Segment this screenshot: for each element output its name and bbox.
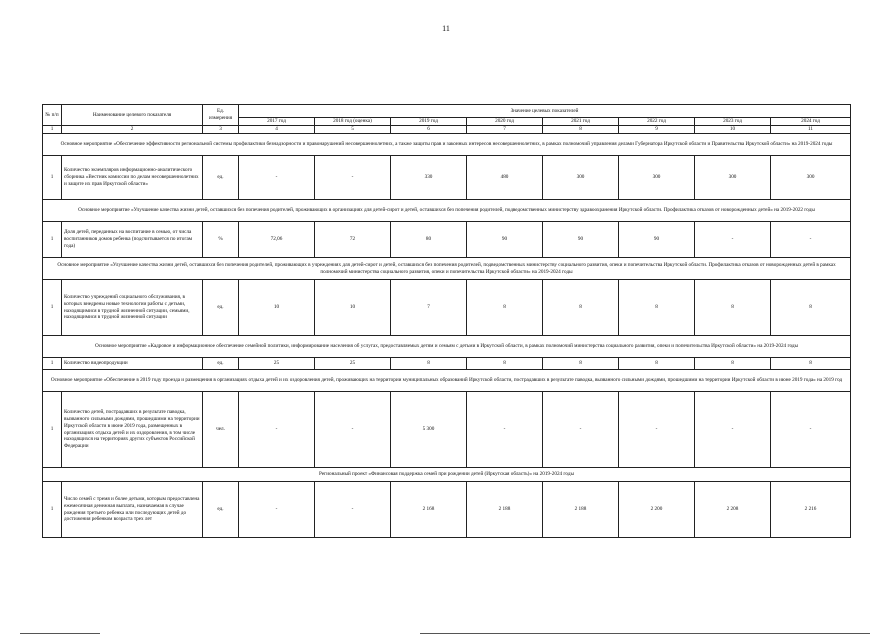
header-year: 2017 год	[239, 118, 315, 126]
value-cell: 2 188	[543, 482, 619, 538]
section-row	[43, 336, 851, 358]
value-cell: 8	[467, 280, 543, 336]
value-cell: 90	[467, 222, 543, 258]
column-number: 6	[391, 126, 467, 134]
row-num: 1	[43, 222, 62, 258]
value-cell: 8	[543, 280, 619, 336]
unit-cell: чел.	[203, 392, 239, 468]
column-number: 2	[62, 126, 203, 134]
value-cell: -	[315, 392, 391, 468]
value-cell: -	[619, 392, 695, 468]
table-row	[43, 482, 851, 538]
scan-edge-mark	[20, 633, 100, 634]
table-row	[43, 156, 851, 200]
indicator-name: Количество учреждений социального обслуживания, в которых внедрены новые технологии работы с детьми, находящимися в трудной жизненной ситуации, семьями, находящимися в трудной жизненной ситуации	[62, 280, 203, 336]
target-indicators-table	[42, 104, 851, 538]
row-num: 1	[43, 392, 62, 468]
value-cell: 7	[391, 280, 467, 336]
row-num: 1	[43, 358, 62, 370]
value-cell: 10	[239, 280, 315, 336]
value-cell: 480	[467, 156, 543, 200]
header-unit: Ед. измерения	[203, 105, 239, 126]
page-number: 11	[442, 24, 450, 33]
value-cell: 90	[543, 222, 619, 258]
value-cell: 300	[771, 156, 851, 200]
section-title: Основное мероприятие «Улучшение качества жизни детей, оставшихся без попечения родителей, проживающих в организациях для детей-сирот и детей, оставшихся без попечения родителей, подведомственных министерству здравоохранения Иркутской области. Профилактика отказов от новорожденных детей» на 2019-2022 годы	[43, 200, 851, 222]
value-cell: 300	[619, 156, 695, 200]
column-number: 5	[315, 126, 391, 134]
header-year: 2018 год (оценка)	[315, 118, 391, 126]
value-cell: 300	[695, 156, 771, 200]
value-cell: 5 300	[391, 392, 467, 468]
value-cell: -	[695, 222, 771, 258]
column-number: 7	[467, 126, 543, 134]
column-number: 8	[543, 126, 619, 134]
value-cell: 8	[695, 280, 771, 336]
indicator-name: Количество видеопродукции	[62, 358, 203, 370]
indicator-name: Доля детей, переданных на воспитание в семью, от числа воспитанников домов ребенка (подсчитывается по итогам года)	[62, 222, 203, 258]
section-title: Основное мероприятие «Кадровое и информационное обеспечение семейной политики, информирование населения об услугах, предоставляемых детям и семьям с детьми в Иркутской области, в рамках полномочий министерства социального развития, опеки и попечительства Иркутской области» на 2019-2024 годы	[43, 336, 851, 358]
value-cell: -	[771, 222, 851, 258]
indicator-name: Количество экземпляров информационно-аналитического сборника «Вестник комиссии по делам несовершеннолетних и защите их прав Иркутской области»	[62, 156, 203, 200]
section-row	[43, 258, 851, 280]
indicator-name: Количество детей, пострадавших в результате паводка, вызванного сильными дождями, прошедшими на территории Иркутской области в июне 2019 года, размещенных в организациях отдыха детей и их оздоровления, в том числе находящихся на территориях других субъектов Российской Федерации	[62, 392, 203, 468]
row-num: 1	[43, 482, 62, 538]
value-cell: 72	[315, 222, 391, 258]
value-cell: 8	[543, 358, 619, 370]
value-cell: 8	[391, 358, 467, 370]
section-title: Основное мероприятие «Улучшение качества жизни детей, оставшихся без попечения родителей, проживающих в учреждениях для детей-сирот и детей, оставшихся без попечения родителей, подведомственных министерству социального развития, опеки и попечительства Иркутской области. Профилактика отказов от новорожденных детей в рамках полномочий министерства социального развития, опеки и попечительства Иркутской области» на 2019-2024 годы	[43, 258, 851, 280]
table-row	[43, 222, 851, 258]
value-cell: -	[239, 392, 315, 468]
unit-cell: %	[203, 222, 239, 258]
value-cell: 300	[543, 156, 619, 200]
column-number: 11	[771, 126, 851, 134]
header-values-title: Значение целевых показателей	[239, 105, 851, 118]
column-number: 10	[695, 126, 771, 134]
column-number: 4	[239, 126, 315, 134]
unit-cell: ед.	[203, 482, 239, 538]
value-cell: 90	[619, 222, 695, 258]
unit-cell: ед.	[203, 358, 239, 370]
value-cell: 25	[239, 358, 315, 370]
column-number: 9	[619, 126, 695, 134]
section-title: Основное мероприятие «Обеспечение эффективности региональной системы профилактики безнадзорности и правонарушений несовершеннолетних, а также защиты прав и законных интересов несовершеннолетних, в рамках полномочий управления делами Губернатора Иркутской области и Правительства Иркутской области» на 2019-2024 годы	[43, 134, 851, 156]
section-row	[43, 200, 851, 222]
scan-edge-mark	[420, 633, 870, 634]
value-cell: 2 208	[695, 482, 771, 538]
table-row	[43, 358, 851, 370]
column-number: 3	[203, 126, 239, 134]
column-number: 1	[43, 126, 62, 134]
value-cell: 2 216	[771, 482, 851, 538]
header-year: 2020 год	[467, 118, 543, 126]
row-num: 1	[43, 156, 62, 200]
unit-cell: ед.	[203, 280, 239, 336]
value-cell: 8	[771, 280, 851, 336]
value-cell: 8	[771, 358, 851, 370]
value-cell: 80	[391, 222, 467, 258]
header-row	[43, 105, 851, 118]
section-row	[43, 370, 851, 392]
value-cell: 10	[315, 280, 391, 336]
value-cell: 8	[619, 358, 695, 370]
value-cell: -	[467, 392, 543, 468]
value-cell: -	[695, 392, 771, 468]
table-row	[43, 392, 851, 468]
unit-cell: ед.	[203, 156, 239, 200]
section-title: Основное мероприятие «Обеспечение в 2019 году проезда и размещения в организациях отдыха детей и их оздоровления детей, проживающих на территории муниципальных образований Иркутской области, пострадавших в результате паводка, вызванного сильными дождями, прошедшими на территории Иркутской области в июне 2019 года» на 2019 год	[43, 370, 851, 392]
row-num: 1	[43, 280, 62, 336]
value-cell: 25	[315, 358, 391, 370]
value-cell: 330	[391, 156, 467, 200]
section-row	[43, 468, 851, 482]
header-year: 2022 год	[619, 118, 695, 126]
column-numbers-row	[43, 126, 851, 134]
value-cell: 72,06	[239, 222, 315, 258]
value-cell: -	[315, 482, 391, 538]
section-title: Региональный проект «Финансовая поддержка семей при рождении детей (Иркутская область)» на 2019-2024 годы	[43, 468, 851, 482]
header-year: 2023 год	[695, 118, 771, 126]
value-cell: -	[543, 392, 619, 468]
header-year: 2024 год	[771, 118, 851, 126]
value-cell: -	[239, 482, 315, 538]
value-cell: 8	[467, 358, 543, 370]
header-year: 2019 год	[391, 118, 467, 126]
header-year: 2021 год	[543, 118, 619, 126]
value-cell: 8	[619, 280, 695, 336]
value-cell: -	[239, 156, 315, 200]
value-cell: -	[315, 156, 391, 200]
indicator-name: Число семей с тремя и более детьми, которым предоставлена ежемесячная денежная выплата, назначаемая в случае рождения третьего ребенка или последующих детей до достижения ребенком возраста трех лет	[62, 482, 203, 538]
table-row	[43, 280, 851, 336]
header-num: № п/п	[43, 105, 62, 126]
value-cell: 2 200	[619, 482, 695, 538]
value-cell: -	[771, 392, 851, 468]
value-cell: 2 168	[391, 482, 467, 538]
value-cell: 8	[695, 358, 771, 370]
header-name: Наименование целевого показателя	[62, 105, 203, 126]
section-row	[43, 134, 851, 156]
value-cell: 2 188	[467, 482, 543, 538]
